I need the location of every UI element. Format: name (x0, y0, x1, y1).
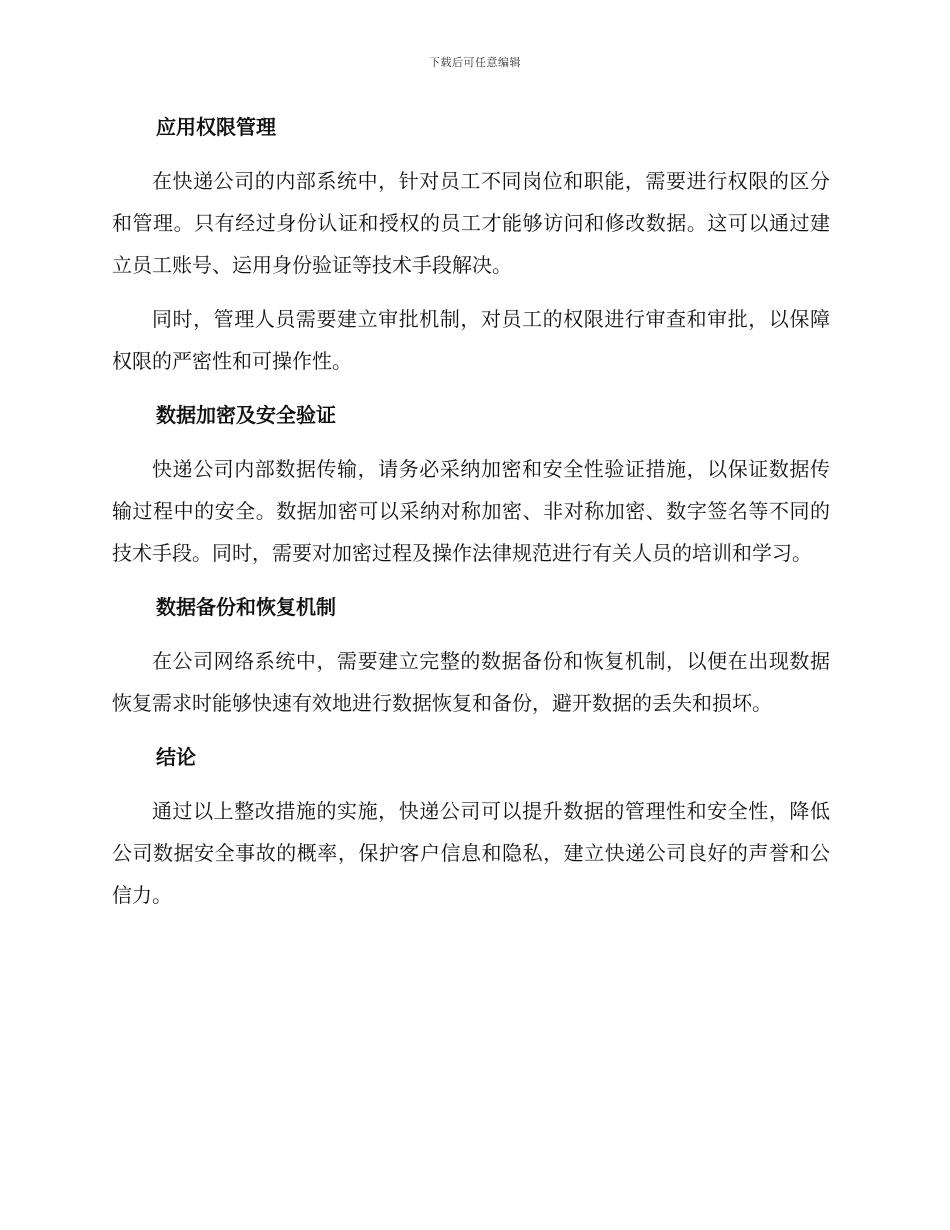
section-heading-conclusion: 结论 (156, 745, 196, 769)
document-body (112, 106, 830, 928)
header-note: 下载后可任意编辑 (429, 56, 521, 69)
paragraph: 同时，管理人员需要建立审批机制，对员工的权限进行审查和审批，以保障权限的严密性和可操作性。 (112, 307, 830, 373)
section-heading-backup: 数据备份和恢复机制 (156, 595, 336, 619)
section-heading-encryption: 数据加密及安全验证 (156, 403, 336, 427)
paragraph: 通过以上整改措施的实施，快递公司可以提升数据的管理性和安全性，降低公司数据安全事故的概率，保护客户信息和隐私，建立快递公司良好的声誉和公信力。 (112, 799, 830, 907)
paragraph: 在快递公司的内部系统中，针对员工不同岗位和职能，需要进行权限的区分和管理。只有经过身份认证和授权的员工才能够访问和修改数据。这可以通过建立员工账号、运用身份验证等技术手段解决。 (112, 169, 830, 277)
paragraph: 在公司网络系统中，需要建立完整的数据备份和恢复机制，以便在出现数据恢复需求时能够快速有效地进行数据恢复和备份，避开数据的丢失和损坏。 (112, 649, 830, 715)
paragraph: 快递公司内部数据传输，请务必采纳加密和安全性验证措施，以保证数据传输过程中的安全。数据加密可以采纳对称加密、非对称加密、数字签名等不同的技术手段。同时，需要对加密过程及操作法律规范进行有关人员的培训和学习。 (112, 457, 830, 565)
section-heading-app-permissions: 应用权限管理 (156, 115, 276, 139)
